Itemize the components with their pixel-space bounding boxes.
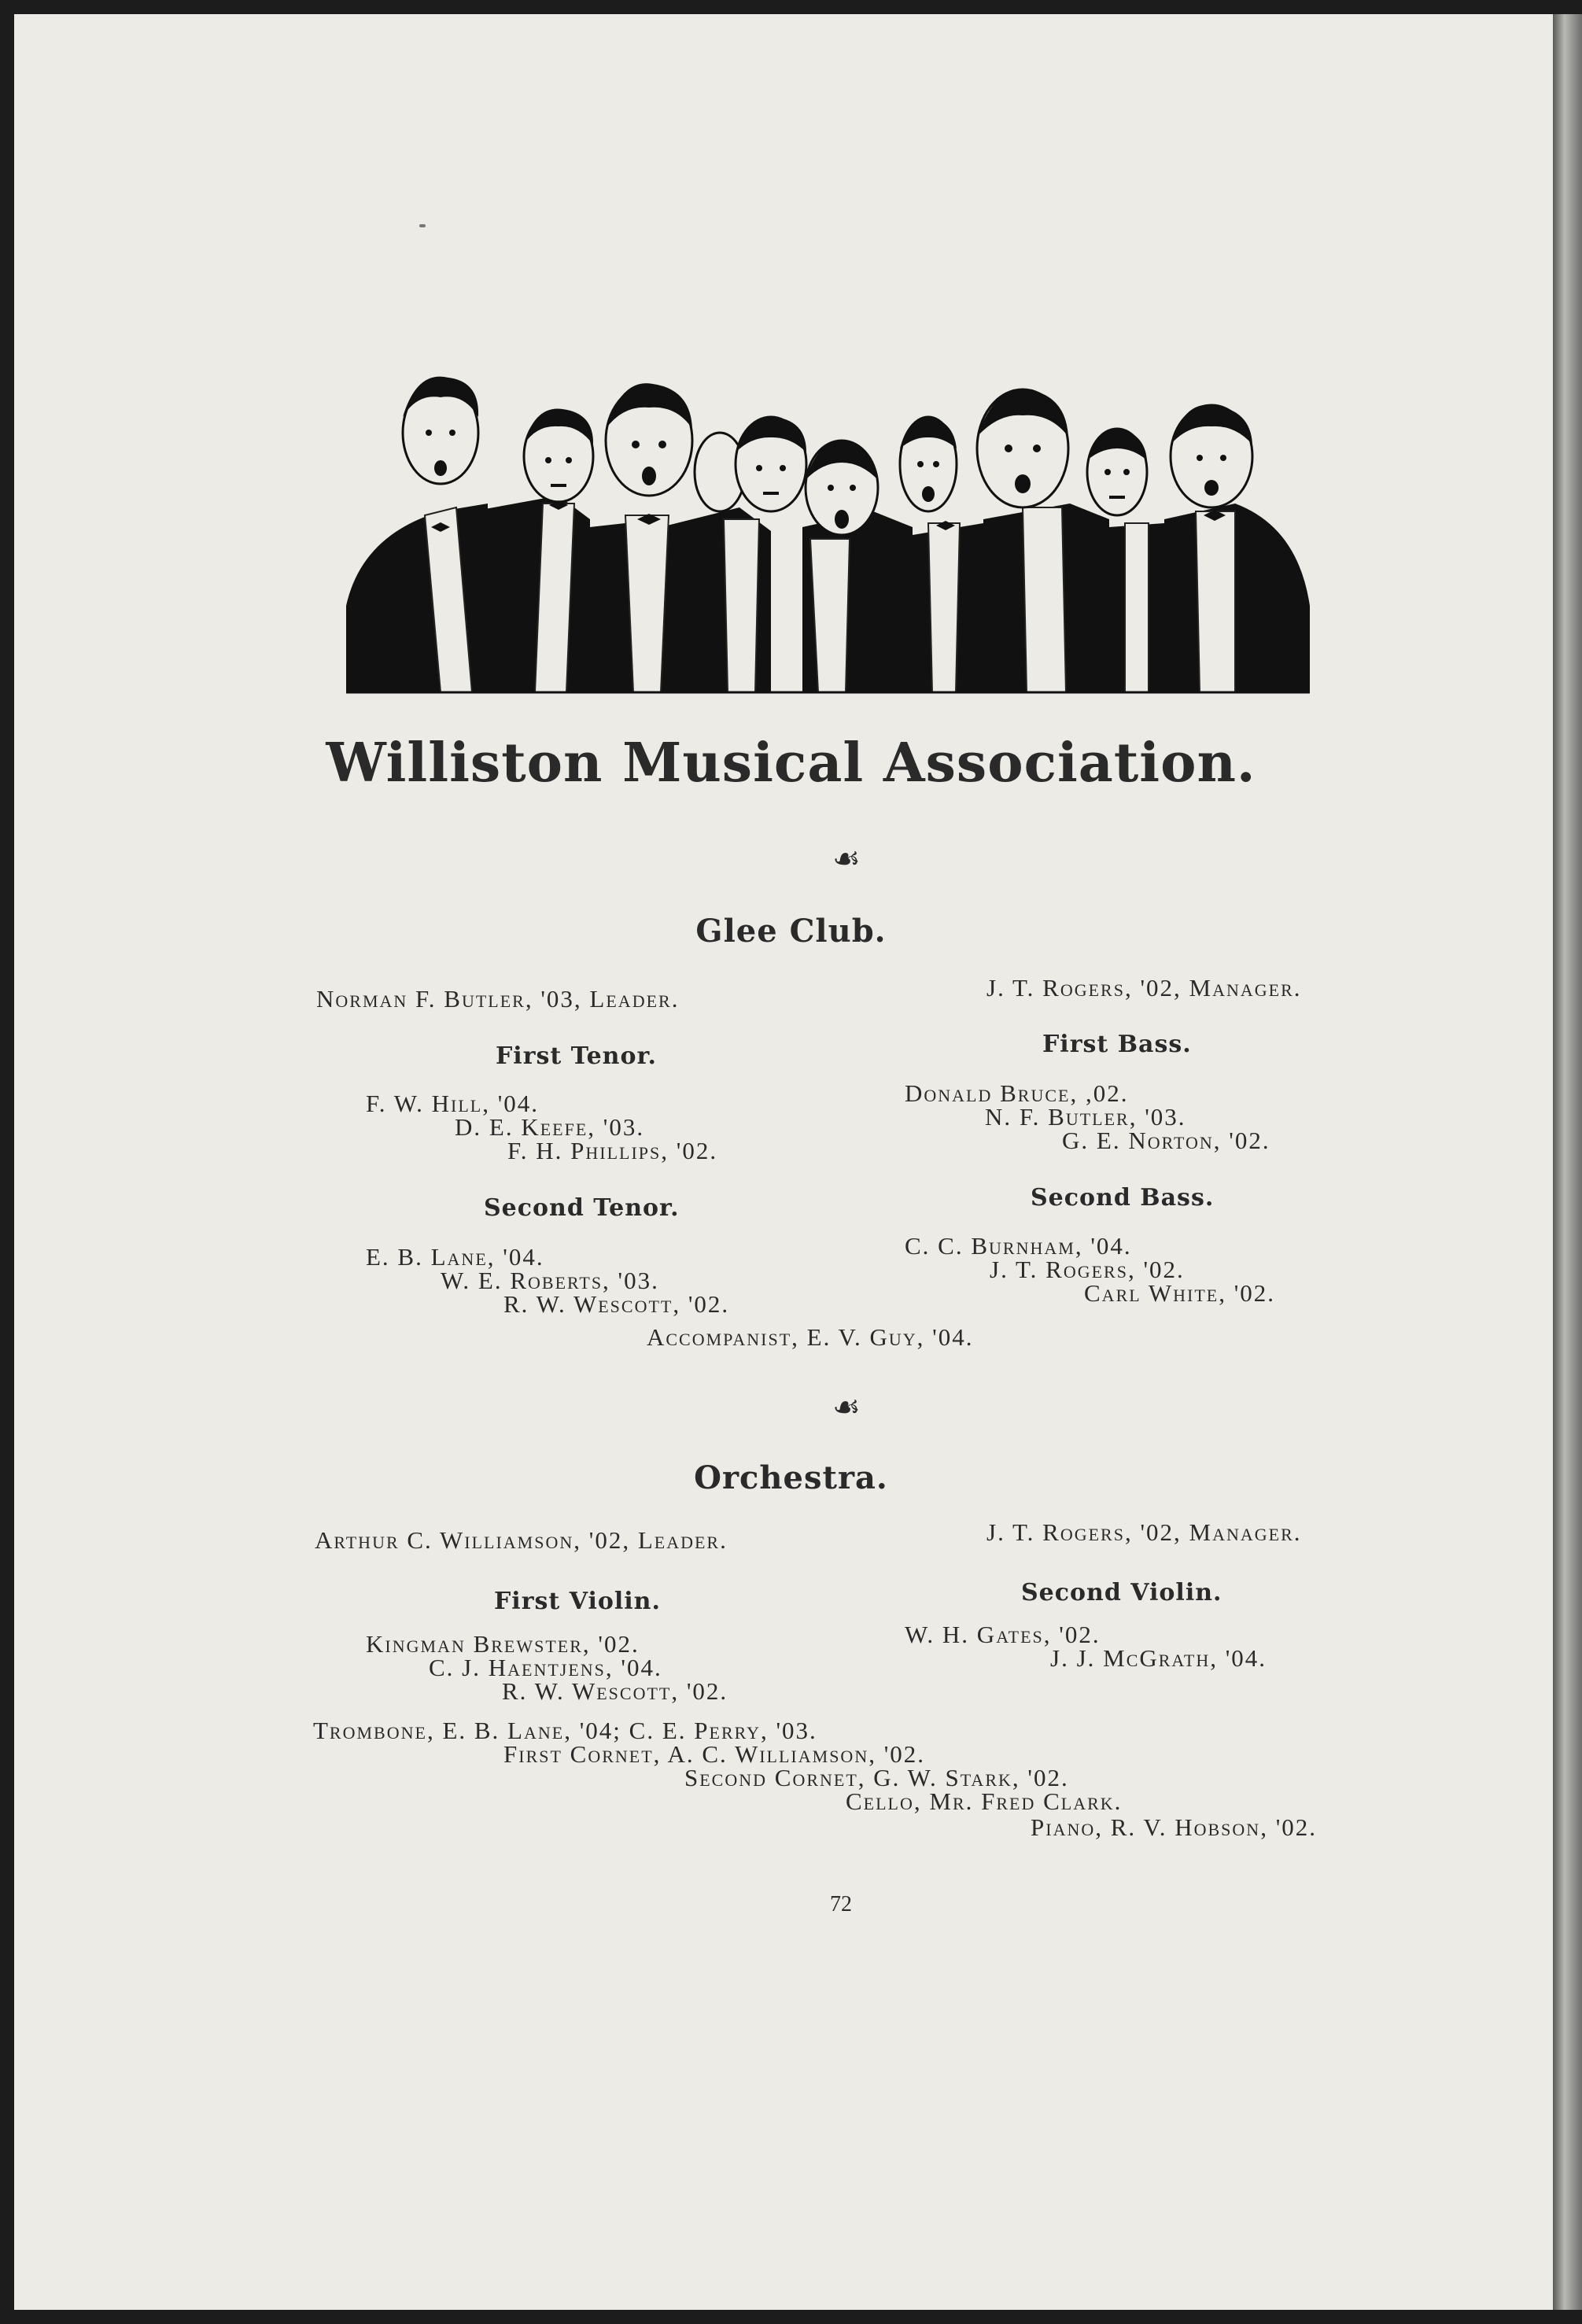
first-tenor-heading: First Tenor. [496,1042,657,1070]
glee-club-heading: Glee Club. [695,913,887,950]
book-edge [1553,14,1582,2310]
orchestra-heading: Orchestra. [694,1459,888,1496]
second-bass-name: J. T. Rogers, '02. [990,1256,1185,1283]
first-bass-name: N. F. Butler, '03. [985,1103,1186,1131]
first-tenor-name: F. W. Hill, '04. [366,1090,540,1117]
fleuron-ornament: ☙ [832,1389,861,1425]
first-tenor-name: D. E. Keefe, '03. [455,1113,645,1141]
second-violin-name: J. J. McGrath, '04. [1050,1644,1267,1672]
page [14,14,1553,2310]
second-bass-name: C. C. Burnham, '04. [905,1232,1132,1260]
ink-speck [419,224,426,227]
first-cornet-line: First Cornet, A. C. Williamson, '02. [503,1740,926,1768]
second-tenor-name: R. W. Wescott, '02. [503,1290,730,1318]
second-tenor-name: W. E. Roberts, '03. [441,1267,659,1294]
first-violin-name: C. J. Haentjens, '04. [429,1654,662,1681]
first-violin-heading: First Violin. [494,1588,661,1615]
page-title: Williston Musical Association. [326,732,1256,795]
accompanist: Accompanist, E. V. Guy, '04. [647,1323,974,1351]
orchestra-manager: J. T. Rogers, '02, Manager. [986,1518,1302,1546]
trombone-line: Trombone, E. B. Lane, '04; C. E. Perry, '03. [313,1717,817,1744]
page-number: 72 [830,1892,852,1916]
first-bass-name: Donald Bruce, ,02. [905,1079,1129,1107]
second-violin-heading: Second Violin. [1021,1579,1222,1607]
second-bass-name: Carl White, '02. [1084,1279,1276,1307]
first-bass-heading: First Bass. [1042,1031,1192,1058]
second-tenor-name: E. B. Lane, '04. [366,1243,544,1271]
orchestra-leader: Arthur C. Williamson, '02, Leader. [315,1526,728,1554]
first-violin-name: R. W. Wescott, '02. [502,1677,728,1705]
second-cornet-line: Second Cornet, G. W. Stark, '02. [684,1764,1069,1791]
fleuron-ornament: ☙ [832,841,861,876]
glee-manager: J. T. Rogers, '02, Manager. [986,974,1302,1002]
first-tenor-name: F. H. Phillips, '02. [507,1137,718,1164]
glee-club-illustration [330,370,1322,708]
piano-line: Piano, R. V. Hobson, '02. [1031,1813,1318,1841]
second-tenor-heading: Second Tenor. [484,1194,680,1222]
first-violin-name: Kingman Brewster, '02. [366,1630,640,1658]
second-bass-heading: Second Bass. [1031,1184,1215,1212]
second-violin-name: W. H. Gates, '02. [905,1621,1101,1648]
glee-leader: Norman F. Butler, '03, Leader. [316,985,680,1013]
cello-line: Cello, Mr. Fred Clark. [846,1787,1123,1815]
first-bass-name: G. E. Norton, '02. [1062,1127,1270,1154]
